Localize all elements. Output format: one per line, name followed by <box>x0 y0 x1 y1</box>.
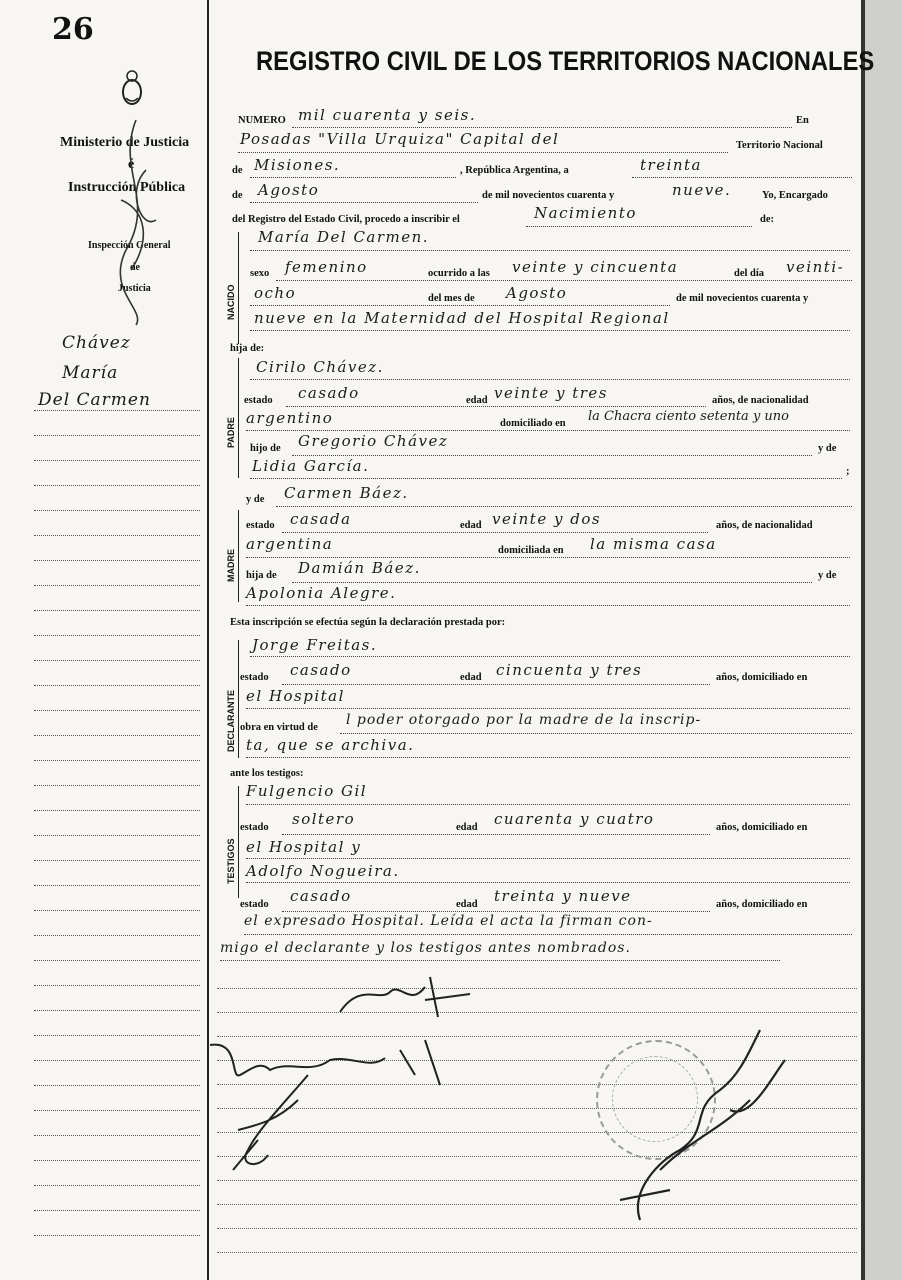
testigo2-dom-fill <box>244 934 852 935</box>
numero-value: mil cuarenta y seis. <box>298 106 477 124</box>
margin-ruled-line <box>34 660 200 661</box>
padre-dom-label: domiciliado en <box>500 418 566 429</box>
registro-label: del Registro del Estado Civil, procedo a inscribir el <box>232 214 460 225</box>
madre-nac-fill <box>246 557 850 558</box>
dia-fill <box>632 177 852 178</box>
declarante-edad-label: edad <box>460 672 482 683</box>
padre-nac-label: años, de nacionalidad <box>712 395 809 406</box>
dia-value: treinta <box>640 156 703 174</box>
page-title: REGISTRO CIVIL DE LOS TERRITORIOS NACIONALES <box>256 46 875 76</box>
ministry-line3: Instrucción Pública <box>68 180 186 195</box>
testigo2-edad-label: edad <box>456 899 478 910</box>
madre-dom-label: domiciliada en <box>498 545 564 556</box>
ministry-line4: Inspección General <box>88 240 171 251</box>
margin-ruled-line <box>34 560 200 561</box>
padre-bracket <box>238 358 239 478</box>
republica-label: , República Argentina, a <box>460 165 569 176</box>
anio-value: nueve. <box>672 181 732 199</box>
padre-estado: casado <box>298 384 360 402</box>
ministry-line5: de <box>130 262 140 273</box>
numero-fill <box>292 127 792 128</box>
de2-label: de <box>232 190 243 201</box>
testigo1-estado: soltero <box>292 810 356 828</box>
madre-yde2-label: y de <box>818 570 837 581</box>
declarante-estado-fill <box>282 684 710 685</box>
madre-hija-label: hija de <box>246 570 277 581</box>
page-number: 26 <box>52 12 94 47</box>
margin-surname: Chávez <box>62 333 131 353</box>
margin-ruled-line <box>34 1185 200 1186</box>
padre-nac-fill <box>246 430 850 431</box>
testigo2-nombre-fill <box>246 882 850 883</box>
padre-madre-fill <box>250 478 842 479</box>
delmes-label: del mes de <box>428 293 475 304</box>
testigo1-edad-label: edad <box>456 822 478 833</box>
margin-ruled-line <box>34 860 200 861</box>
margin-ruled-line <box>34 410 200 411</box>
padre-dom: la Chacra ciento setenta y uno <box>588 409 789 424</box>
testigo2-estado-label: estado <box>240 899 269 910</box>
margin-ruled-line <box>34 810 200 811</box>
obra-value2: ta, que se archiva. <box>246 736 415 754</box>
acto-fill <box>526 226 752 227</box>
margin-ruled-line <box>34 910 200 911</box>
madre-dom: la misma casa <box>590 535 717 553</box>
margin-ruled-line <box>34 960 200 961</box>
declarante-estado-label: estado <box>240 672 269 683</box>
margin-ruled-line <box>34 1085 200 1086</box>
nombre-fill <box>250 250 850 251</box>
padre-estado-label: estado <box>244 395 273 406</box>
madre-edad: veinte y dos <box>492 510 602 528</box>
mes2-value: Agosto <box>506 284 568 302</box>
margin-ruled-line <box>34 785 200 786</box>
margin-ruled-line <box>34 760 200 761</box>
margin-ruled-line <box>34 1035 200 1036</box>
padre-label: PADRE <box>226 417 236 448</box>
madre-nombre-fill <box>276 506 852 507</box>
margin-ruled-line <box>34 460 200 461</box>
testigo2-nombre: Adolfo Nogueira. <box>246 862 400 880</box>
madre-nac-label: años, de nacionalidad <box>716 520 813 531</box>
anio2-fill <box>250 330 850 331</box>
hija-label: hija de: <box>230 343 265 354</box>
madre-nac: argentina <box>246 535 334 553</box>
declarante-estado: casado <box>290 661 352 679</box>
margin-ruled-line <box>34 435 200 436</box>
margin-signature-scribble <box>96 110 176 330</box>
padre-estado-fill <box>286 406 706 407</box>
testigo1-nombre: Fulgencio Gil <box>246 782 368 800</box>
inscripcion-label: Esta inscripción se efectúa según la declaración prestada por: <box>230 617 506 628</box>
margin-ruled-line <box>34 1010 200 1011</box>
margin-ruled-line <box>34 735 200 736</box>
place-value: Posadas "Villa Urquiza" Capital del <box>240 130 560 148</box>
declarante-bracket <box>238 640 239 758</box>
madre-padre-fill <box>292 582 812 583</box>
margin-ruled-line <box>34 1060 200 1061</box>
padre-nombre: Cirilo Chávez. <box>256 358 384 376</box>
testigo2-estado-fill <box>282 911 710 912</box>
obra-label: obra en virtud de <box>240 722 318 733</box>
territorio-label: Territorio Nacional <box>736 140 823 151</box>
margin-ruled-line <box>34 610 200 611</box>
madre-madre: Apolonia Alegre. <box>246 584 397 602</box>
declarante-dom-fill <box>246 708 850 709</box>
margin-ruled-line <box>34 535 200 536</box>
madre-label: MADRE <box>226 549 236 582</box>
margin-given-name2: Del Carmen <box>38 390 151 410</box>
testigo2-dom2: migo el declarante y los testigos antes nombrados. <box>220 940 631 956</box>
nacido-bracket <box>238 232 239 344</box>
margin-ruled-line <box>34 835 200 836</box>
dia2b-value: ocho <box>254 284 297 302</box>
ministry-line2: é <box>128 157 135 172</box>
territorio-fill <box>250 177 456 178</box>
sexo-fill <box>276 280 852 281</box>
testigo1-edad: cuarenta y cuatro <box>494 810 655 828</box>
padre-semicolon: ; <box>846 466 850 477</box>
ruled-line <box>217 1012 857 1013</box>
margin-ruled-line <box>34 935 200 936</box>
de-label: de <box>232 165 243 176</box>
yo-label: Yo, Encargado <box>762 190 828 201</box>
crest-icon <box>118 68 146 112</box>
obra-fill <box>340 733 852 734</box>
testigo1-dom-fill <box>246 858 850 859</box>
declarante-nombre-fill <box>250 656 850 657</box>
dia2-value: veinti- <box>786 258 845 276</box>
padre-padre: Gregorio Chávez <box>298 432 449 450</box>
ruled-line <box>217 1252 857 1253</box>
ocurrido-label: ocurrido a las <box>428 268 490 279</box>
testigos-vlabel: TESTIGOS <box>226 838 236 884</box>
sexo-label: sexo <box>250 268 270 279</box>
ruled-line <box>217 988 857 989</box>
margin-ruled-line <box>34 1235 200 1236</box>
place-fill <box>238 152 728 153</box>
testigo1-estado-label: estado <box>240 822 269 833</box>
testigo2-edad: treinta y nueve <box>494 887 632 905</box>
declarante-edad: cincuenta y tres <box>496 661 643 679</box>
testigo2-estado: casado <box>290 887 352 905</box>
padre-madre: Lidia García. <box>252 457 370 475</box>
mes-fill <box>250 202 478 203</box>
madre-estado: casada <box>290 510 352 528</box>
mil2-label: de mil novecientos cuarenta y <box>676 293 809 304</box>
margin-ruled-line <box>34 510 200 511</box>
madre-estado-label: estado <box>246 520 275 531</box>
obra-fill2 <box>246 757 850 758</box>
margin-ruled-line <box>34 710 200 711</box>
nacido-label: NACIDO <box>226 284 236 320</box>
padre-hijo-label: hijo de <box>250 443 281 454</box>
margin-given-name: María <box>62 363 119 383</box>
testigos-bracket <box>238 786 239 898</box>
declarante-dom: el Hospital <box>246 687 345 705</box>
padre-padre-fill <box>292 455 812 456</box>
declarante-label: DECLARANTE <box>226 690 236 752</box>
testigo1-estado-fill <box>282 834 710 835</box>
madre-nombre: Carmen Báez. <box>284 484 409 502</box>
madre-padre: Damián Báez. <box>298 559 421 577</box>
margin-ruled-line <box>34 485 200 486</box>
sexo-value: femenino <box>285 258 368 276</box>
en-label: En <box>796 115 809 126</box>
obra-value: l poder otorgado por la madre de la inscrip- <box>346 712 702 728</box>
margin-ruled-line <box>34 985 200 986</box>
testigo2-signature <box>218 1070 328 1180</box>
margin-ruled-line <box>34 1135 200 1136</box>
de3-label: de: <box>760 214 774 225</box>
dia2b-fill <box>250 305 670 306</box>
madre-edad-label: edad <box>460 520 482 531</box>
padre-nac: argentino <box>246 409 334 427</box>
numero-label: NUMERO <box>238 115 286 126</box>
page-right-edge <box>861 0 865 1280</box>
margin-ruled-line <box>34 1210 200 1211</box>
mes-value: Agosto <box>258 181 320 199</box>
acto-value: Nacimiento <box>534 204 637 222</box>
deldia-label: del día <box>734 268 765 279</box>
madre-estado-fill <box>282 532 708 533</box>
testigos-label: ante los testigos: <box>230 768 304 779</box>
margin-ruled-line <box>34 1110 200 1111</box>
testigo2-dom2-fill <box>220 960 780 961</box>
margin-ruled-line <box>34 885 200 886</box>
declarante-nombre: Jorge Freitas. <box>252 636 378 654</box>
margin-ruled-line <box>34 1160 200 1161</box>
testigo1-nombre-fill <box>246 804 850 805</box>
padre-edad: veinte y tres <box>494 384 608 402</box>
background-edge <box>865 0 902 1280</box>
margin-ruled-line <box>34 635 200 636</box>
margin-ruled-line <box>34 685 200 686</box>
madre-madre-fill <box>246 605 850 606</box>
testigo1-dom-label: años, domiciliado en <box>716 822 808 833</box>
madre-yde-label: y de <box>246 494 265 505</box>
testigo2-dom-label: años, domiciliado en <box>716 899 808 910</box>
padre-edad-label: edad <box>466 395 488 406</box>
margin-ruled-line <box>34 585 200 586</box>
anio2-value: nueve en la Maternidad del Hospital Regional <box>254 309 670 327</box>
hora-value: veinte y cincuenta <box>512 258 679 276</box>
nombre-value: María Del Carmen. <box>258 228 430 246</box>
territorio-value: Misiones. <box>254 156 341 174</box>
ministry-line1: Ministerio de Justicia <box>60 135 190 150</box>
testigo1-dom: el Hospital y <box>246 838 362 856</box>
encargado-signature <box>600 1020 790 1250</box>
ministry-line6: Justicia <box>118 283 151 294</box>
padre-nombre-fill <box>250 379 850 380</box>
testigo2-dom: el expresado Hospital. Leída el acta la firman con- <box>244 913 653 929</box>
mil-label: de mil novecientos cuarenta y <box>482 190 615 201</box>
padre-yde-label: y de <box>818 443 837 454</box>
declarante-dom-label: años, domiciliado en <box>716 672 808 683</box>
madre-bracket <box>238 510 239 602</box>
